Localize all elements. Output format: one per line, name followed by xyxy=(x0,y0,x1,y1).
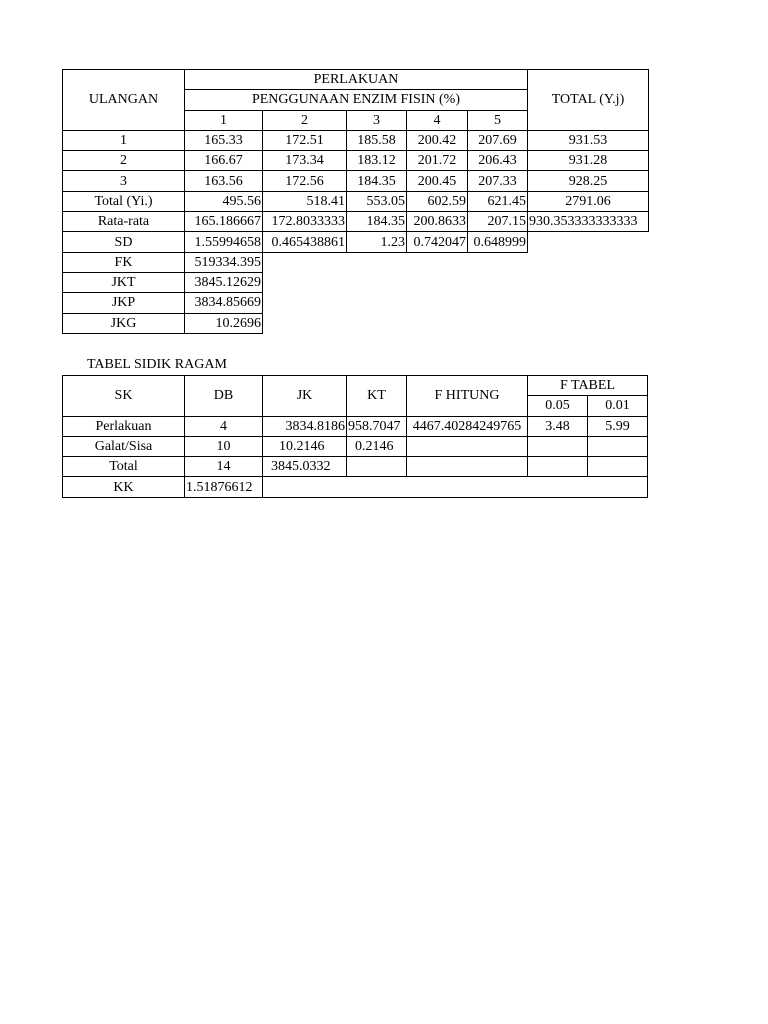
db-cell: 10 xyxy=(185,436,263,456)
level-header: 3 xyxy=(347,110,407,130)
cell: 3834.85669 xyxy=(185,293,263,313)
jk-cell: 10.2146 xyxy=(263,436,347,456)
cell: 184.35 xyxy=(347,212,407,232)
header-total: TOTAL (Y.j) xyxy=(528,70,649,131)
cell: 553.05 xyxy=(347,191,407,211)
cell: 200.8633 xyxy=(407,212,468,232)
table-row xyxy=(63,293,649,313)
f005-cell: 3.48 xyxy=(528,416,588,436)
empty-cell xyxy=(528,232,649,252)
header-perlakuan: PERLAKUAN xyxy=(185,70,528,90)
f005-cell xyxy=(528,457,588,477)
cell: 172.8033333 xyxy=(263,212,347,232)
cell: 172.51 xyxy=(263,130,347,150)
table-row xyxy=(63,272,649,292)
table-row xyxy=(63,232,649,252)
cell: 200.42 xyxy=(407,130,468,150)
table-row xyxy=(63,252,649,272)
header-jk: JK xyxy=(263,376,347,417)
anova-table xyxy=(62,375,648,498)
row-label: FK xyxy=(63,252,185,272)
kk-empty-span xyxy=(263,477,648,497)
sk-cell: Galat/Sisa xyxy=(63,436,185,456)
fhitung-cell xyxy=(407,457,528,477)
table-row xyxy=(63,416,648,436)
header-db: DB xyxy=(185,376,263,417)
row-label: Rata-rata xyxy=(63,212,185,232)
cell: 185.58 xyxy=(347,130,407,150)
row-label: 1 xyxy=(63,130,185,150)
level-header: 1 xyxy=(185,110,263,130)
header-sk: SK xyxy=(63,376,185,417)
row-label: JKT xyxy=(63,272,185,292)
table-row xyxy=(63,212,649,232)
f001-cell xyxy=(588,436,648,456)
row-total: 931.53 xyxy=(528,130,649,150)
cell: 0.742047 xyxy=(407,232,468,252)
row-total: 2791.06 xyxy=(528,191,649,211)
f001-cell xyxy=(588,457,648,477)
cell: 10.2696 xyxy=(185,313,263,333)
row-label: JKG xyxy=(63,313,185,333)
cell: 183.12 xyxy=(347,151,407,171)
db-cell: 14 xyxy=(185,457,263,477)
cell: 206.43 xyxy=(468,151,528,171)
header-penggunaan: PENGGUNAAN ENZIM FISIN (%) xyxy=(185,90,528,110)
header-f005: 0.05 xyxy=(528,396,588,416)
row-label: SD xyxy=(63,232,185,252)
table-row xyxy=(63,313,649,333)
jk-cell: 3834.8186 xyxy=(263,416,347,436)
fhitung-cell: 4467.40284249765 xyxy=(407,416,528,436)
empty-cell xyxy=(263,252,649,272)
table-row xyxy=(63,477,648,497)
fhitung-cell xyxy=(407,436,528,456)
row-total: 928.25 xyxy=(528,171,649,191)
table-row xyxy=(63,171,649,191)
cell: 1.55994658 xyxy=(185,232,263,252)
jk-cell: 3845.0332 xyxy=(263,457,347,477)
header-f001: 0.01 xyxy=(588,396,648,416)
cell: 173.34 xyxy=(263,151,347,171)
cell: 621.45 xyxy=(468,191,528,211)
table-row xyxy=(63,191,649,211)
kk-value: 1.51876612 xyxy=(185,477,263,497)
level-header: 5 xyxy=(468,110,528,130)
cell: 207.69 xyxy=(468,130,528,150)
db-cell: 4 xyxy=(185,416,263,436)
row-label: 3 xyxy=(63,171,185,191)
cell: 519334.395 xyxy=(185,252,263,272)
table-row xyxy=(63,130,649,150)
cell: 3845.12629 xyxy=(185,272,263,292)
kk-label: KK xyxy=(63,477,185,497)
cell: 602.59 xyxy=(407,191,468,211)
cell: 200.45 xyxy=(407,171,468,191)
cell: 184.35 xyxy=(347,171,407,191)
data-table xyxy=(62,69,649,334)
cell: 495.56 xyxy=(185,191,263,211)
cell: 163.56 xyxy=(185,171,263,191)
header-ulangan: ULANGAN xyxy=(63,70,185,131)
table-row xyxy=(63,457,648,477)
cell: 1.23 xyxy=(347,232,407,252)
level-header: 4 xyxy=(407,110,468,130)
cell: 0.465438861 xyxy=(263,232,347,252)
cell: 165.186667 xyxy=(185,212,263,232)
header-kt: KT xyxy=(347,376,407,417)
row-label: Total (Yi.) xyxy=(63,191,185,211)
header-fhitung: F HITUNG xyxy=(407,376,528,417)
row-label: JKP xyxy=(63,293,185,313)
f005-cell xyxy=(528,436,588,456)
header-ftabel: F TABEL xyxy=(528,376,648,396)
kt-cell: 0.2146 xyxy=(347,436,407,456)
row-label: 2 xyxy=(63,151,185,171)
kt-cell: 958.7047 xyxy=(347,416,407,436)
anova-caption: TABEL SIDIK RAGAM xyxy=(87,357,227,372)
cell: 165.33 xyxy=(185,130,263,150)
table-row xyxy=(63,436,648,456)
sk-cell: Perlakuan xyxy=(63,416,185,436)
sk-cell: Total xyxy=(63,457,185,477)
empty-cell xyxy=(263,272,649,292)
cell: 518.41 xyxy=(263,191,347,211)
table-row xyxy=(63,151,649,171)
row-total: 930.353333333333 xyxy=(528,212,649,232)
cell: 207.15 xyxy=(468,212,528,232)
cell: 201.72 xyxy=(407,151,468,171)
level-header: 2 xyxy=(263,110,347,130)
cell: 172.56 xyxy=(263,171,347,191)
row-total: 931.28 xyxy=(528,151,649,171)
cell: 166.67 xyxy=(185,151,263,171)
empty-cell xyxy=(263,313,649,333)
cell: 207.33 xyxy=(468,171,528,191)
kt-cell xyxy=(347,457,407,477)
cell: 0.648999 xyxy=(468,232,528,252)
empty-cell xyxy=(263,293,649,313)
f001-cell: 5.99 xyxy=(588,416,648,436)
